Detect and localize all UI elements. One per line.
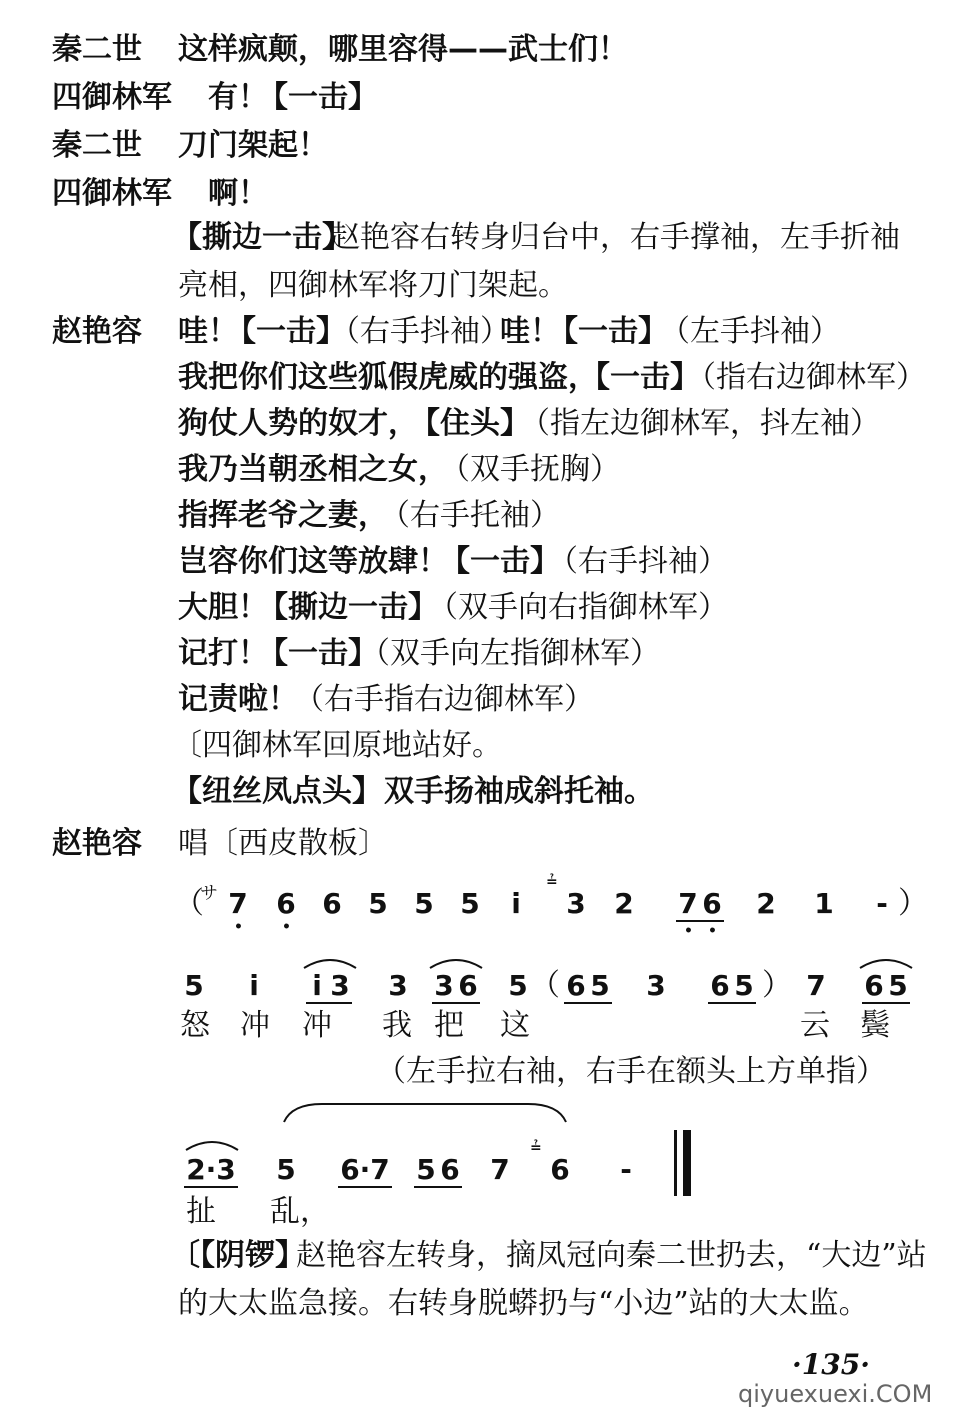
dialogue-text: 有！ xyxy=(208,80,268,115)
lyric: 鬓 xyxy=(860,1008,890,1043)
lyrics-row xyxy=(0,1008,960,1048)
dialogue-line xyxy=(0,174,960,218)
note: 6 xyxy=(862,970,886,1004)
dialogue-text: 大胆！ xyxy=(178,590,268,625)
gesture-note: （双手向右指御林军） xyxy=(428,590,728,625)
dialogue-line xyxy=(0,680,960,724)
note: 6 xyxy=(276,887,296,920)
slur xyxy=(858,956,914,970)
note: 5 xyxy=(886,970,910,1004)
percussion-cue: 【撕边一击】 xyxy=(172,220,352,255)
aria-label: 唱〔西皮散板〕 xyxy=(178,826,388,861)
dialogue-line xyxy=(0,358,960,402)
note: 6 xyxy=(438,1154,462,1188)
percussion-cue: 【一击】 xyxy=(258,636,378,671)
note: 5 xyxy=(508,969,528,1002)
dialogue-text: 刀门架起！ xyxy=(178,128,328,163)
note: 3 xyxy=(328,970,352,1004)
note: 6 xyxy=(708,970,732,1004)
lyric: 冲 xyxy=(302,1008,332,1043)
speaker-name: 赵艳容 xyxy=(52,826,142,861)
note: 1 xyxy=(814,887,834,920)
note: 6·7 xyxy=(338,1154,392,1188)
stage-direction xyxy=(0,218,960,262)
note: 5 xyxy=(368,887,388,920)
notation-row xyxy=(0,874,960,944)
speaker-name: 赵艳容 xyxy=(52,314,142,349)
lyrics-row xyxy=(0,1194,960,1234)
dialogue-line xyxy=(0,450,960,494)
note: i xyxy=(511,887,521,920)
page-number: ·135· xyxy=(792,1348,870,1381)
note: 7 xyxy=(490,1153,510,1186)
lyric: 把 xyxy=(434,1008,464,1043)
speaker-name: 四御林军 xyxy=(52,176,172,211)
gesture-note: （左手抖袖） xyxy=(660,314,840,349)
note: 5 xyxy=(588,970,612,1004)
dialogue-line xyxy=(0,404,960,448)
note: 2 xyxy=(756,887,776,920)
dialogue-line xyxy=(0,78,960,122)
dialogue-text: 哇！ xyxy=(500,314,560,349)
slur xyxy=(428,956,484,970)
note: 3 xyxy=(566,887,586,920)
dialogue-line xyxy=(0,496,960,540)
dialogue-text: 狗仗人势的奴才， xyxy=(178,406,418,441)
stage-text: 的大太监急接。右转身脱蟒扔与“小边”站的大太监。 xyxy=(178,1286,869,1321)
sustain-dash: - xyxy=(876,887,888,920)
stage-direction xyxy=(0,772,960,816)
note: 5 xyxy=(732,970,756,1004)
phrase-slur xyxy=(282,1100,568,1124)
dialogue-line xyxy=(0,824,960,868)
dialogue-text: 记责啦！ xyxy=(178,682,298,717)
lower-octave-dot: • xyxy=(282,919,291,935)
lyric: 这 xyxy=(500,1008,530,1043)
gesture-note: （双手向左指御林军） xyxy=(360,636,660,671)
note: 6 xyxy=(550,1153,570,1186)
lyric: 乱， xyxy=(270,1194,330,1229)
percussion-cue: 【一击】 xyxy=(548,314,668,349)
lyric: 我 xyxy=(382,1008,412,1043)
percussion-cue: 〔【阴锣】 xyxy=(170,1238,305,1273)
lyric: 怒 xyxy=(180,1008,210,1043)
note: 2·3 xyxy=(184,1154,238,1188)
note: 5 xyxy=(414,887,434,920)
note: 3 xyxy=(432,970,456,1004)
bracket: ） xyxy=(762,968,792,1003)
gesture-line xyxy=(0,1052,960,1096)
gesture-note: （右手托袖） xyxy=(380,498,560,533)
note: 5 xyxy=(460,887,480,920)
dialogue-line xyxy=(0,634,960,678)
percussion-cue: 【一击】 xyxy=(226,314,346,349)
dialogue-line xyxy=(0,126,960,170)
lower-octave-dot: • xyxy=(708,923,717,939)
free-meter-mark: サ xyxy=(200,883,218,904)
sustain-dash: - xyxy=(620,1153,632,1186)
dialogue-line xyxy=(0,30,960,74)
stage-text: 赵艳容左转身，摘凤冠向秦二世扔去，“大边”站 xyxy=(296,1238,927,1273)
gesture-note: （右手指右边御林军） xyxy=(294,682,594,717)
note: 3 xyxy=(388,969,408,1002)
note: 5 xyxy=(414,1154,438,1188)
dialogue-text: 我乃当朝丞相之女， xyxy=(178,452,448,487)
dialogue-text: 指挥老爷之妻， xyxy=(178,498,388,533)
stage-text: 赵艳容右转身归台中，右手撑袖，左手折袖 xyxy=(330,220,900,255)
speaker-name: 秦二世 xyxy=(52,128,142,163)
percussion-cue: 【一击】 xyxy=(258,80,378,115)
percussion-cue: 【撕边一击】 xyxy=(258,590,438,625)
stage-direction xyxy=(0,1284,960,1328)
gesture-note: （双手抚胸） xyxy=(440,452,620,487)
gesture-note: （指左边御林军，抖左袖） xyxy=(520,406,880,441)
percussion-cue: 【一击】 xyxy=(440,544,560,579)
note: 6 xyxy=(456,970,480,1004)
stage-direction xyxy=(0,1236,960,1280)
slur xyxy=(184,1138,240,1152)
percussion-cue: 【纽丝凤点头】 xyxy=(172,774,382,809)
lyric: 冲 xyxy=(240,1008,270,1043)
dialogue-line xyxy=(0,312,960,356)
lower-octave-dot: • xyxy=(234,919,243,935)
bracket: （ xyxy=(530,968,560,1003)
dialogue-text: 我把你们这些狐假虎威的强盗， xyxy=(178,360,598,395)
grace-note: ≟ xyxy=(546,874,558,890)
grace-note: ≟ xyxy=(530,1140,542,1156)
percussion-cue: 【一击】 xyxy=(580,360,700,395)
lower-octave-dot: • xyxy=(684,923,693,939)
dialogue-line xyxy=(0,542,960,586)
slur xyxy=(302,956,358,970)
note: 5 xyxy=(276,1153,296,1186)
bracket: （ xyxy=(174,886,204,921)
dialogue-line xyxy=(0,588,960,632)
gesture-note: （左手拉右袖，右手在额头上方单指） xyxy=(376,1054,886,1089)
note: 7 xyxy=(806,969,826,1002)
percussion-cue: 【住头】 xyxy=(410,406,530,441)
watermark-text: qiyuexuexi.COM xyxy=(738,1380,933,1408)
note: i xyxy=(306,970,328,1004)
lyric: 扯 xyxy=(186,1194,216,1229)
note: 7 xyxy=(228,887,248,920)
note: i xyxy=(249,969,259,1002)
note: 2 xyxy=(614,887,634,920)
gesture-note: （指右边御林军） xyxy=(686,360,926,395)
stage-text: 〔四御林军回原地站好。 xyxy=(172,728,502,763)
gesture-note: （右手抖袖） xyxy=(330,314,510,349)
stage-direction xyxy=(0,266,960,310)
dialogue-text: 这样疯颠，哪里容得——武士们！ xyxy=(178,32,628,67)
note: 6 xyxy=(322,887,342,920)
speaker-name: 秦二世 xyxy=(52,32,142,67)
note: 5 xyxy=(184,969,204,1002)
note: 3 xyxy=(646,969,666,1002)
dialogue-text: 记打！ xyxy=(178,636,268,671)
note: 6 xyxy=(564,970,588,1004)
note: 6 xyxy=(700,888,724,922)
stage-text: 亮相，四御林军将刀门架起。 xyxy=(178,268,568,303)
stage-direction xyxy=(0,726,960,770)
speaker-name: 四御林军 xyxy=(52,80,172,115)
lyric: 云 xyxy=(800,1008,830,1043)
stage-text: 双手扬袖成斜托袖。 xyxy=(384,774,654,809)
bracket: ） xyxy=(898,886,928,921)
final-barline xyxy=(674,1130,691,1196)
dialogue-text: 啊！ xyxy=(208,176,268,211)
note: 7 xyxy=(676,888,700,922)
gesture-note: （右手抖袖） xyxy=(548,544,728,579)
dialogue-text: 哇！ xyxy=(178,314,238,349)
dialogue-text: 岂容你们这等放肆！ xyxy=(178,544,448,579)
